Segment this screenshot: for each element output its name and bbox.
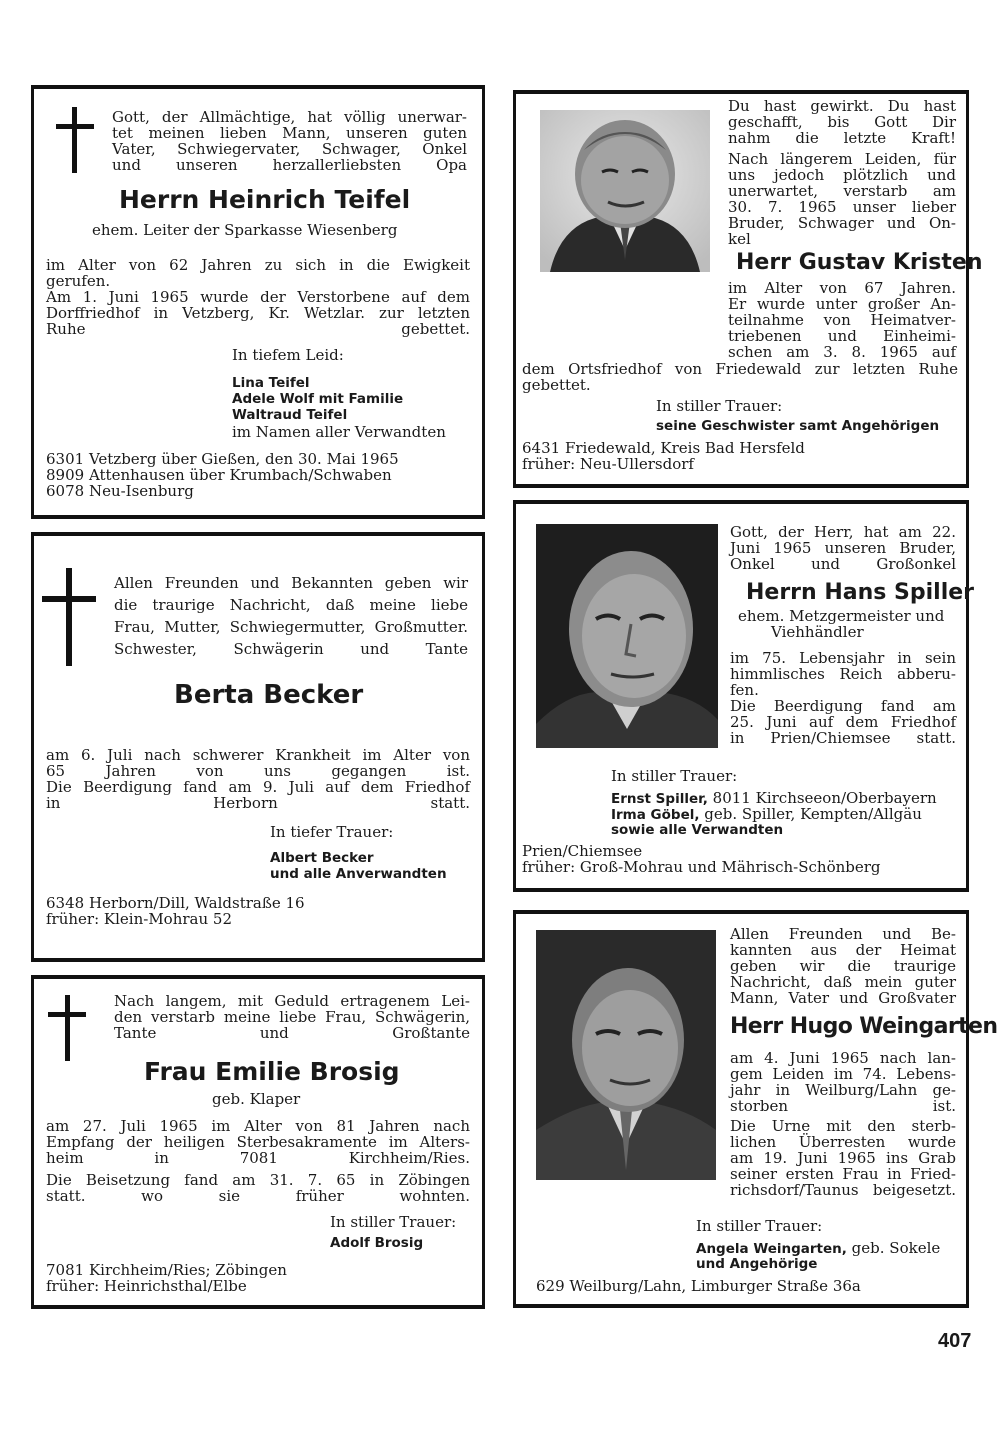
text-line: dem Ortsfriedhof von Friedewald zur letzten Ruhe: [522, 360, 958, 378]
deceased-title: Viehhändler: [771, 623, 864, 641]
body-line: Empfang der heiligen Sterbesakramente im Alters-: [46, 1133, 470, 1151]
text-line: gebettet.: [522, 376, 591, 394]
body-line: statt. wo sie früher wohnten.: [46, 1187, 470, 1205]
obituary-brosig: [31, 975, 485, 1309]
text-line: schen am 3. 8. 1965 auf: [728, 343, 956, 361]
address-line: früher: Groß-Mohrau und Mährisch-Schönberg: [522, 858, 881, 876]
text-line: in Prien/Chiemsee statt.: [730, 729, 956, 747]
mourning-label: In tiefer Trauer:: [270, 823, 394, 841]
body-line: am 6. Juli nach schwerer Krankheit im Alter von: [46, 746, 470, 764]
address-line: 8909 Attenhausen über Krumbach/Schwaben: [46, 466, 392, 484]
text-line: seiner ersten Frau in Fried-: [730, 1165, 956, 1183]
text-line: Mann, Vater und Großvater: [730, 989, 956, 1007]
text-line: Juni 1965 unseren Bruder,: [730, 539, 956, 557]
text-line: im Alter von 67 Jahren.: [728, 279, 956, 297]
signer: seine Geschwister samt Angehörigen: [656, 418, 940, 434]
portrait-photo: [536, 524, 718, 748]
body-line: gerufen.: [46, 272, 111, 290]
obituary-teifel: [31, 85, 485, 519]
signer: und Angehörige: [696, 1256, 818, 1272]
mourning-label: In stiller Trauer:: [656, 397, 783, 415]
intro-line: Vater, Schwiegervater, Schwager, Onkel: [112, 140, 467, 158]
intro-line: und unseren herzallerliebsten Opa: [112, 156, 467, 174]
text-line: lichen Überresten wurde: [730, 1133, 956, 1151]
text-line: unerwartet, verstarb am: [728, 182, 956, 200]
deceased-name: Herr Gustav Kristen: [736, 250, 983, 275]
deceased-name: Herrn Hans Spiller: [746, 580, 975, 605]
intro-line: Nach langem, mit Geduld ertragenem Lei-: [114, 992, 470, 1010]
obituary-kristen: [513, 90, 983, 488]
address-line: 6078 Neu-Isenburg: [46, 482, 194, 500]
address-line: 6348 Herborn/Dill, Waldstraße 16: [46, 894, 305, 912]
deceased-name: Herrn Heinrich Teifel: [119, 185, 411, 214]
text-line: storben ist.: [730, 1097, 956, 1115]
text-line: Er wurde unter großer An-: [728, 295, 956, 313]
address-line: Prien/Chiemsee: [522, 842, 643, 860]
body-line: Die Beisetzung fand am 31. 7. 65 in Zöbingen: [46, 1171, 470, 1189]
text-line: Nach längerem Leiden, für: [728, 150, 956, 168]
cross-icon: [56, 107, 96, 173]
signer-note: im Namen aller Verwandten: [232, 423, 446, 441]
signer: Waltraud Teifel: [232, 407, 348, 423]
address-line: 6431 Friedewald, Kreis Bad Hersfeld: [522, 439, 805, 457]
birth-name: geb. Klaper: [212, 1090, 301, 1108]
text-line: Nachricht, daß mein guter: [730, 973, 956, 991]
signer: Lina Teifel: [232, 375, 310, 391]
address-line: früher: Heinrichsthal/Elbe: [46, 1277, 247, 1295]
body-line: Am 1. Juni 1965 wurde der Verstorbene auf dem: [46, 288, 470, 306]
body-line: Ruhe gebettet.: [46, 320, 470, 338]
body-line: Dorffriedhof in Vetzberg, Kr. Wetzlar. zur letzten: [46, 304, 470, 322]
cross-icon: [48, 995, 88, 1061]
intro-line: den verstarb meine liebe Frau, Schwägerin,: [114, 1008, 470, 1026]
text-line: im 75. Lebensjahr in sein: [730, 649, 956, 667]
body-line: Die Beerdigung fand am 9. Juli auf dem Friedhof: [46, 778, 470, 796]
signer: Angela Weingarten,: [696, 1241, 847, 1257]
text-line: Gott, der Herr, hat am 22.: [730, 523, 956, 541]
text-line: Bruder, Schwager und On-: [728, 214, 956, 232]
address-line: 6301 Vetzberg über Gießen, den 30. Mai 1965: [46, 450, 399, 468]
text-line: am 19. Juni 1965 ins Grab: [730, 1149, 956, 1167]
text-line: richsdorf/Taunus beigesetzt.: [730, 1181, 956, 1199]
mourning-label: In stiller Trauer:: [330, 1213, 457, 1231]
signer: Adolf Brosig: [330, 1235, 424, 1251]
intro-line: tet meinen lieben Mann, unseren guten: [112, 124, 467, 142]
page-number: 407: [938, 1330, 972, 1352]
mourning-label: In stiller Trauer:: [611, 767, 738, 785]
signer: Ernst Spiller,: [611, 791, 708, 807]
signer-detail: 8011 Kirchseeon/Oberbayern: [707, 789, 937, 807]
text-line: triebenen und Einheimi-: [728, 327, 956, 345]
deceased-title: ehem. Metzgermeister und: [738, 607, 945, 625]
signer: und alle Anverwandten: [270, 866, 447, 882]
body-line: im Alter von 62 Jahren zu sich in die Ewigkeit: [46, 256, 470, 274]
text-line: uns jedoch plötzlich und: [728, 166, 956, 184]
signer: sowie alle Verwandten: [611, 822, 784, 838]
signer: Irma Göbel,: [611, 807, 700, 823]
cross-icon: [42, 568, 96, 666]
deceased-name: Berta Becker: [174, 680, 364, 710]
intro-line: Schwester, Schwägerin und Tante: [114, 640, 468, 658]
deceased-name: Herr Hugo Weingarten: [730, 1014, 998, 1039]
text-line: nahm die letzte Kraft!: [728, 129, 956, 147]
text-line: Allen Freunden und Be-: [730, 925, 956, 943]
body-line: heim in 7081 Kirchheim/Ries.: [46, 1149, 470, 1167]
deceased-name: Frau Emilie Brosig: [144, 1057, 400, 1086]
text-line: Die Urne mit den sterb-: [730, 1117, 956, 1135]
mourning-label: In tiefem Leid:: [232, 346, 344, 364]
signer-detail: geb. Spiller, Kempten/Allgäu: [699, 805, 922, 823]
text-line: 30. 7. 1965 unser lieber: [728, 198, 956, 216]
address-line: 7081 Kirchheim/Ries; Zöbingen: [46, 1261, 287, 1279]
text-line: himmlisches Reich abberu-: [730, 665, 956, 683]
text-line: kel: [728, 230, 751, 248]
intro-line: Tante und Großtante: [114, 1024, 470, 1042]
signer-line: [611, 806, 922, 823]
mourning-label: In stiller Trauer:: [696, 1217, 823, 1235]
deceased-title: ehem. Leiter der Sparkasse Wiesenberg: [92, 221, 398, 239]
text-line: Onkel und Großonkel: [730, 555, 956, 573]
intro-line: Gott, der Allmächtige, hat völlig unerwar-: [112, 108, 467, 126]
body-line: am 27. Juli 1965 im Alter von 81 Jahren nach: [46, 1117, 470, 1135]
text-line: geschafft, bis Gott Dir: [728, 113, 956, 131]
signer-detail: geb. Sokele: [846, 1239, 941, 1257]
obituary-becker: [31, 532, 485, 962]
text-line: Du hast gewirkt. Du hast: [728, 97, 956, 115]
obituary-spiller: [513, 500, 975, 892]
address-line: früher: Neu-Ullersdorf: [522, 455, 694, 473]
signer: Adele Wolf mit Familie: [232, 391, 404, 407]
obituary-weingarten: [513, 910, 998, 1308]
intro-line: Frau, Mutter, Schwiegermutter, Großmutter.: [114, 618, 468, 636]
portrait-photo: [540, 110, 710, 272]
text-line: am 4. Juni 1965 nach lan-: [730, 1049, 956, 1067]
address-line: 629 Weilburg/Lahn, Limburger Straße 36a: [536, 1277, 861, 1295]
text-line: fen.: [730, 681, 759, 699]
text-line: kannten aus der Heimat: [730, 941, 956, 959]
text-line: geben wir die traurige: [730, 957, 956, 975]
address-line: früher: Klein-Mohrau 52: [46, 910, 232, 928]
text-line: jahr in Weilburg/Lahn ge-: [730, 1081, 956, 1099]
signer-line: [696, 1240, 940, 1257]
body-line: in Herborn statt.: [46, 794, 470, 812]
portrait-photo: [536, 930, 716, 1180]
intro-line: die traurige Nachricht, daß meine liebe: [114, 596, 468, 614]
text-line: Die Beerdigung fand am: [730, 697, 956, 715]
text-line: teilnahme von Heimatver-: [728, 311, 956, 329]
text-line: 25. Juni auf dem Friedhof: [730, 713, 956, 731]
text-line: gem Leiden im 74. Lebens-: [730, 1065, 956, 1083]
body-line: 65 Jahren von uns gegangen ist.: [46, 762, 470, 780]
signer: Albert Becker: [270, 850, 374, 866]
intro-line: Allen Freunden und Bekannten geben wir: [114, 574, 468, 592]
